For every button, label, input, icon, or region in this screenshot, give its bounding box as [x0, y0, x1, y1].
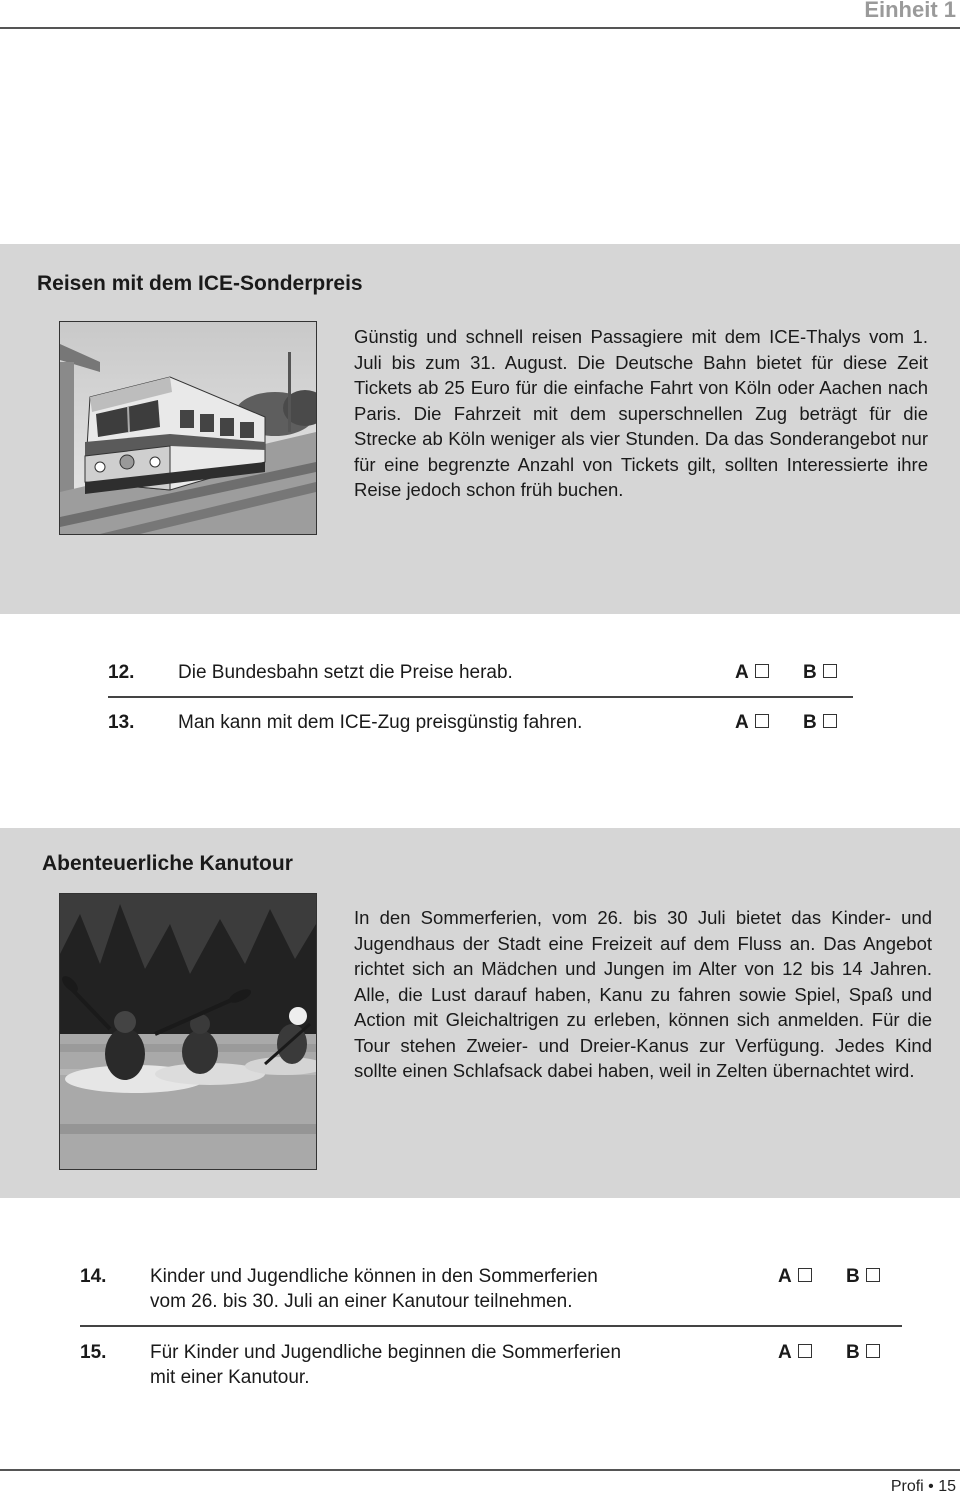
option-b-label: B [803, 712, 817, 733]
checkbox-icon[interactable] [755, 714, 769, 728]
checkbox-icon[interactable] [866, 1268, 880, 1282]
option-b-checkbox[interactable] [803, 660, 837, 685]
option-a-label: A [735, 662, 749, 683]
question-text-line2: mit einer Kanutour. [150, 1367, 310, 1388]
section-title-kanutour: Abenteuerliche Kanutour [42, 852, 293, 875]
page-footer: Profi • 15 [890, 1478, 956, 1495]
option-a-label: A [778, 1342, 792, 1363]
question-text-line1: Kinder und Jugendliche können in den Sommerferien [150, 1266, 598, 1287]
option-a-checkbox[interactable] [735, 710, 769, 735]
option-b-label: B [803, 662, 817, 683]
header-rule [0, 27, 960, 29]
option-b-label: B [846, 1266, 860, 1287]
checkbox-icon[interactable] [798, 1344, 812, 1358]
question-13 [0, 710, 960, 735]
train-image [60, 322, 316, 534]
option-a-checkbox[interactable] [778, 1340, 812, 1365]
article-panel-ice [0, 244, 960, 614]
checkbox-icon[interactable] [798, 1268, 812, 1282]
checkbox-icon[interactable] [755, 664, 769, 678]
option-b-checkbox[interactable] [846, 1340, 880, 1365]
option-b-checkbox[interactable] [803, 710, 837, 735]
question-number: 15. [80, 1342, 107, 1363]
option-b-label: B [846, 1342, 860, 1363]
page-header-title: Einheit 1 [864, 0, 956, 22]
question-number: 13. [108, 712, 135, 733]
question-divider [108, 696, 853, 698]
option-a-checkbox[interactable] [735, 660, 769, 685]
article-paragraph-kanutour: In den Sommerferien, vom 26. bis 30 Juli bietet das Kinder- und Jugendhaus der Stadt eine Freizeit auf dem Fluss an. Das Angebot richtet sich an Mädchen und Jungen im Alter von 12 bis 14 Jahren. Alle, die Lust darauf haben, Kanu zu fahren sowie Spiel, Spaß und Action mit Gleichaltrigen zu erleben, können sich anmelden. Für die Tour stehen Zweier- und Dreier-Kanus zur Verfügung. Jedes Kind sollte einen Schlafsack dabei haben, weil in Zelten übernachtet wird. [354, 907, 932, 1081]
canoe-photo [59, 893, 317, 1170]
question-number: 14. [80, 1266, 107, 1287]
canoe-image [60, 894, 316, 1169]
option-a-label: A [735, 712, 749, 733]
option-a-label: A [778, 1266, 792, 1287]
question-12 [0, 660, 960, 685]
question-15 [0, 1340, 960, 1390]
question-number: 12. [108, 662, 135, 683]
article-paragraph-ice: Günstig und schnell reisen Passagiere mit dem ICE-Thalys vom 1. Juli bis zum 31. August. Die Deutsche Bahn bietet für diese Zeit Tickets ab 25 Euro für die einfache Fahrt von Köln oder Aachen nach Paris. Die Fahrzeit mit dem superschnellen Zug beträgt für die Strecke ab Köln weniger als vier Stunden. Da das Sonderangebot nur für eine begrenzte Anzahl von Tickets gilt, sollten Interessierte ihre Reise jedoch schon früh buchen. [354, 326, 928, 500]
section-title-ice: Reisen mit dem ICE-Sonderpreis [37, 272, 363, 295]
question-text-line2: vom 26. bis 30. Juli an einer Kanutour teilnehmen. [150, 1291, 573, 1312]
question-14 [0, 1264, 960, 1314]
option-b-checkbox[interactable] [846, 1264, 880, 1289]
question-divider [80, 1325, 902, 1327]
train-photo [59, 321, 317, 535]
checkbox-icon[interactable] [823, 714, 837, 728]
question-text-line1: Für Kinder und Jugendliche beginnen die Sommerferien [150, 1342, 622, 1363]
article-panel-kanutour [0, 828, 960, 1198]
question-text: Man kann mit dem ICE-Zug preisgünstig fahren. [178, 712, 583, 733]
footer-rule [0, 1469, 960, 1471]
option-a-checkbox[interactable] [778, 1264, 812, 1289]
question-text: Die Bundesbahn setzt die Preise herab. [178, 662, 513, 683]
checkbox-icon[interactable] [866, 1344, 880, 1358]
checkbox-icon[interactable] [823, 664, 837, 678]
